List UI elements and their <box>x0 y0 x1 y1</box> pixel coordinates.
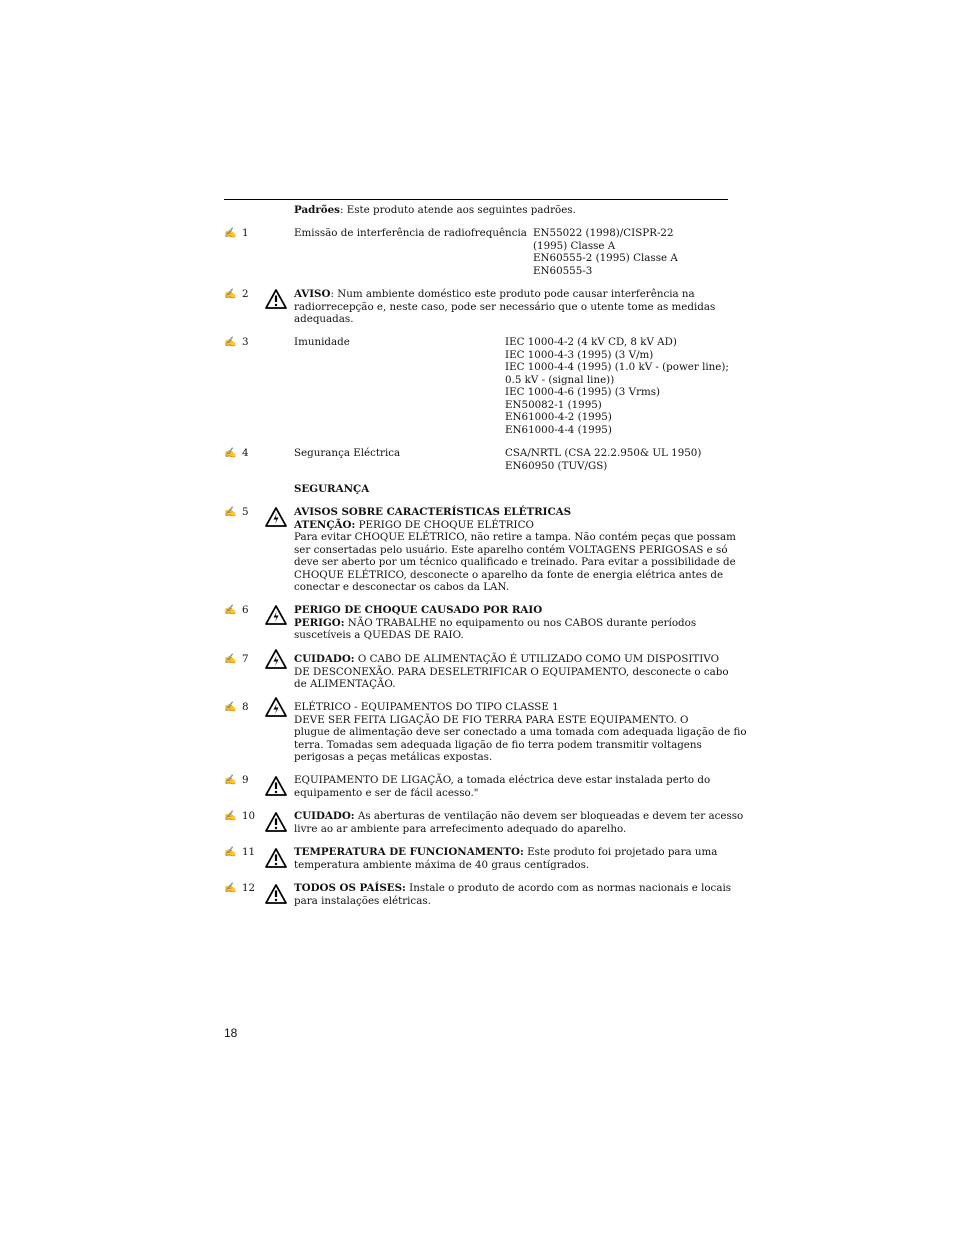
pen-icon: ✍ <box>224 605 237 616</box>
item-label-1: Emissão de interferência de radiofrequência <box>294 227 527 239</box>
item-values-4: CSA/NRTL (CSA 22.2.950& UL 1950) EN60950 (TUV/GS) <box>505 447 702 472</box>
pen-icon: ✍ <box>224 883 237 894</box>
item-number-11: ✍ 11 <box>224 846 256 858</box>
pen-icon: ✍ <box>224 507 237 518</box>
electric-shock-warning-icon <box>265 697 289 719</box>
item-label-4: Segurança Eléctrica <box>294 447 401 459</box>
warning-triangle-icon <box>265 812 289 834</box>
item-text-9: EQUIPAMENTO DE LIGAÇÃO, a tomada eléctrica deve estar instalada perto do equipamento e ser de fácil acesso." <box>294 774 711 799</box>
warning-triangle-icon <box>265 776 289 798</box>
item-number-12: ✍ 12 <box>224 882 256 894</box>
electric-shock-warning-icon <box>265 507 289 529</box>
section-heading-seguranca: SEGURANÇA <box>294 483 370 495</box>
item-text-8: ELÉTRICO - EQUIPAMENTOS DO TIPO CLASSE 1 DEVE SER FEITA LIGAÇÃO DE FIO TERRA PARA ESTE EQUIPAMENTO. O plugue de alimentação deve ser conectado a uma tomada com adequada ligação de fio terra. Tomadas sem adequada ligação de fio terra podem transmitir voltagens perigosas a peças metálicas expostas. <box>294 701 747 763</box>
warning-triangle-icon <box>265 848 289 870</box>
item-text-7: CUIDADO: O CABO DE ALIMENTAÇÃO É UTILIZADO COMO UM DISPOSITIVO DE DESCONEXÃO. PARA DESELETRIFICAR O EQUIPAMENTO, desconecte o cabo de ALIMENTAÇÃO. <box>294 653 729 690</box>
pen-icon: ✍ <box>224 337 237 348</box>
item-label-3: Imunidade <box>294 336 350 348</box>
item-text-2: AVISO: Num ambiente doméstico este produto pode causar interferência na radiorrecepção e, neste caso, pode ser necessário que o utente tome as medidas adequadas. <box>294 288 716 325</box>
warning-triangle-icon <box>265 289 289 311</box>
top-rule <box>224 199 728 200</box>
electric-shock-warning-icon <box>265 605 289 627</box>
standards-heading: Padrões: Este produto atende aos seguintes padrões. <box>294 204 576 216</box>
item-number-6: ✍ 6 <box>224 604 249 616</box>
item-text-6: PERIGO DE CHOQUE CAUSADO POR RAIO PERIGO: NÃO TRABALHE no equipamento ou nos CABOS durante períodos suscetíveis a QUEDAS DE RAIO. <box>294 604 697 641</box>
item-text-11: TEMPERATURA DE FUNCIONAMENTO: Este produto foi projetado para uma temperatura ambiente máxima de 40 graus centígrados. <box>294 846 718 871</box>
item-values-3: IEC 1000-4-2 (4 kV CD, 8 kV AD) IEC 1000-4-3 (1995) (3 V/m) IEC 1000-4-4 (1995) (1.0 kV - (power line); 0.5 kV - (signal line)) IEC 1000-4-6 (1995) (3 Vrms) EN50082-1 (1995) EN61000-4-2 (1995) EN61000-4-4 (1995) <box>505 336 729 436</box>
page-number: 18 <box>224 1026 238 1040</box>
pen-icon: ✍ <box>224 228 237 239</box>
item-text-5: AVISOS SOBRE CARACTERÍSTICAS ELÉTRICAS ATENÇÃO: PERIGO DE CHOQUE ELÉTRICO Para evitar CHOQUE ELÉTRICO, não retire a tampa. Não contém peças que possam ser consertadas pelo usuário. Este aparelho contém VOLTAGENS PERIGOSAS e só deve ser aberto por um técnico qualificado e treinado. Para evitar a possibilidade de CHOQUE ELÉTRICO, desconecte o aparelho da fonte de energia elétrica antes de conectar e desconectar os cabos da LAN. <box>294 506 736 593</box>
pen-icon: ✍ <box>224 289 237 300</box>
item-number-10: ✍ 10 <box>224 810 256 822</box>
pen-icon: ✍ <box>224 775 237 786</box>
item-number-9: ✍ 9 <box>224 774 249 786</box>
item-number-5: ✍ 5 <box>224 506 249 518</box>
item-number-8: ✍ 8 <box>224 701 249 713</box>
item-number-2: ✍ 2 <box>224 288 249 300</box>
pen-icon: ✍ <box>224 654 237 665</box>
item-values-1: EN55022 (1998)/CISPR-22 (1995) Classe A EN60555-2 (1995) Classe A EN60555-3 <box>533 227 678 277</box>
electric-shock-warning-icon <box>265 649 289 671</box>
warning-triangle-icon <box>265 884 289 906</box>
item-number-3: ✍ 3 <box>224 336 249 348</box>
item-number-4: ✍ 4 <box>224 447 249 459</box>
pen-icon: ✍ <box>224 811 237 822</box>
pen-icon: ✍ <box>224 847 237 858</box>
item-number-1: ✍ 1 <box>224 227 249 239</box>
pen-icon: ✍ <box>224 448 237 459</box>
item-number-7: ✍ 7 <box>224 653 249 665</box>
pen-icon: ✍ <box>224 702 237 713</box>
item-text-12: TODOS OS PAÍSES: Instale o produto de acordo com as normas nacionais e locais para instalações elétricas. <box>294 882 732 907</box>
item-text-10: CUIDADO: As aberturas de ventilação não devem ser bloqueadas e devem ter acesso livre ao ar ambiente para arrefecimento adequado do aparelho. <box>294 810 744 835</box>
